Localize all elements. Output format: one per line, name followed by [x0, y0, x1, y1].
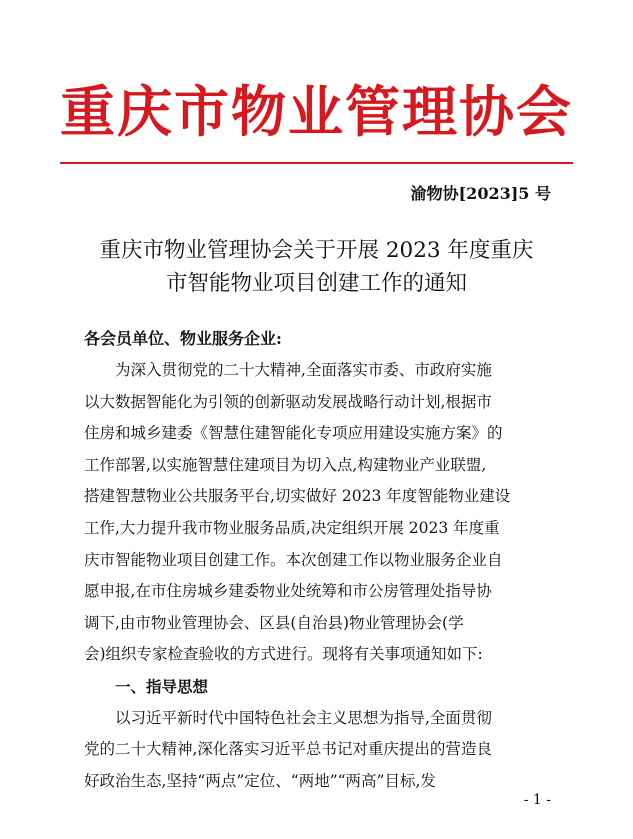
body-line: 调下,由市物业管理协会、区县(自治县)物业管理协会(学 [84, 613, 464, 632]
document-title-line: 市智能物业项目创建工作的通知 [165, 271, 467, 296]
body-line: 为深入贯彻党的二十大精神,全面落实市委、市政府实施 [115, 361, 492, 379]
body-line: 会)组织专家检查验收的方式进行。现将有关事项通知如下: [84, 645, 483, 664]
body-line: 搭建智慧物业公共服务平台,切实做好 2023 年度智能物业建设 [84, 487, 511, 506]
body-line: 工作,大力提升我市物业服务品质,决定组织开展 2023 年度重 [84, 518, 500, 537]
body-line: 庆市智能物业项目创建工作。本次创建工作以物业服务企业自 [84, 550, 503, 569]
body-line: 好政治生态,坚持“两点”定位、“两地”“两高”目标,发 [84, 771, 436, 790]
body-line: 愿申报,在市住房城乡建委物业处统筹和市公房管理处指导协 [84, 582, 492, 601]
page-number: - 1 - [523, 792, 551, 808]
body-line: 以大数据智能化为引领的创新驱动发展战略行动计划,根据市 [84, 392, 492, 411]
document-body [84, 355, 554, 797]
organization-header: 重庆市物业管理协会 [60, 79, 574, 144]
document-number: 渝物协[2023]5 号 [410, 184, 551, 203]
salutation: 各会员单位、物业服务企业: [84, 329, 282, 348]
section-heading: 一、指导思想 [115, 676, 209, 696]
document-title-line: 重庆市物业管理协会关于开展 2023 年度重庆 [99, 238, 534, 263]
header-divider-line [60, 162, 573, 164]
body-line: 住房和城乡建委《智慧住建智能化专项应用建设实施方案》的 [84, 424, 503, 443]
document-title [70, 234, 563, 300]
body-line: 以习近平新时代中国特色社会主义思想为指导,全面贯彻 [115, 708, 492, 727]
body-line: 党的二十大精神,深化落实习近平总书记对重庆提出的营造良 [84, 740, 492, 759]
body-line: 工作部署,以实施智慧住建项目为切入点,构建物业产业联盟, [84, 455, 487, 474]
